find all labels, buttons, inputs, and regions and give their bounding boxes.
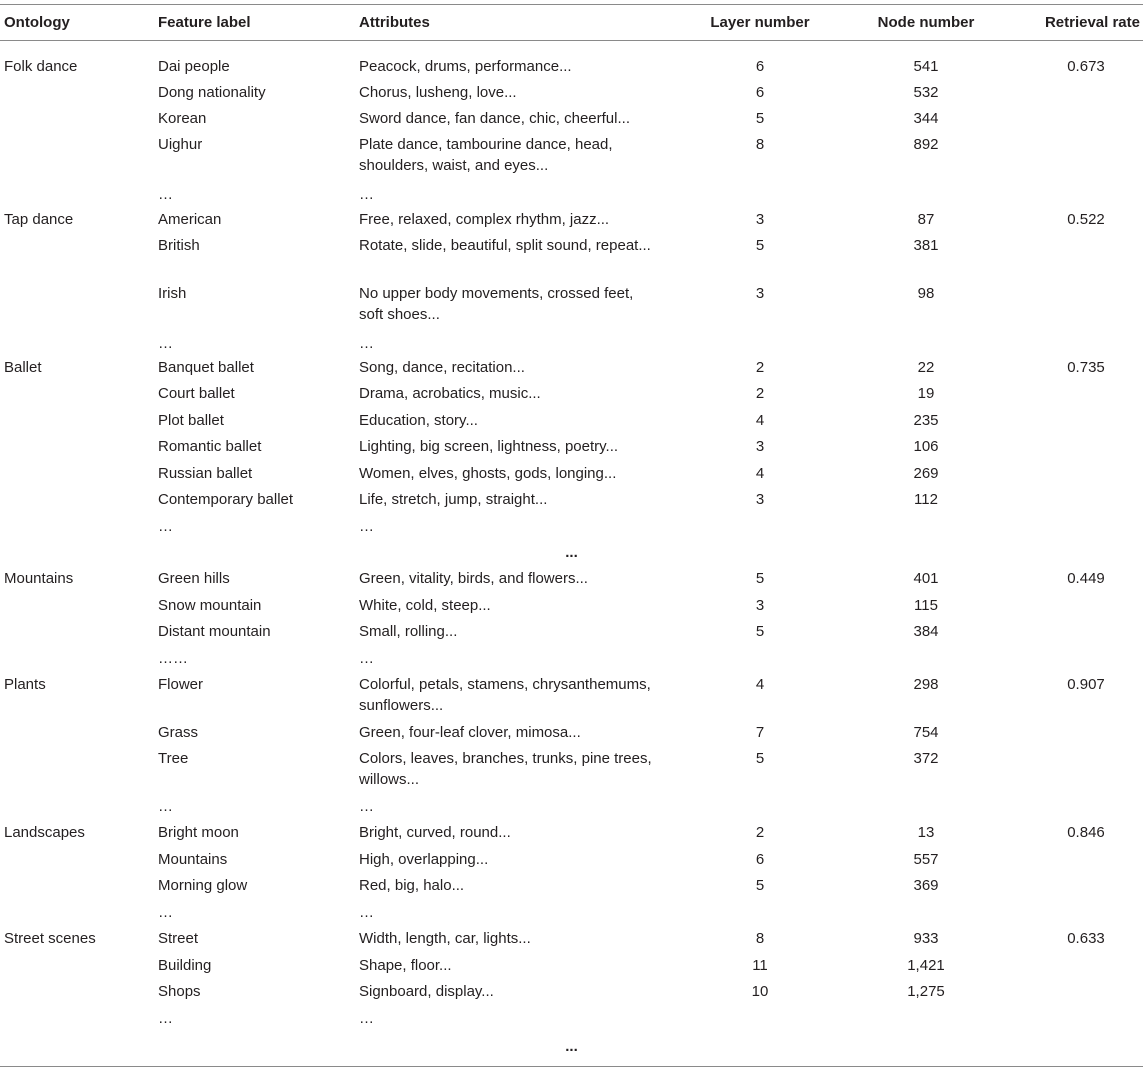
layer-number-cell: 3 — [755, 285, 765, 302]
node-number-cell: 892 — [913, 136, 939, 153]
node-number-cell: 541 — [913, 58, 939, 75]
attributes-cell: Green, four-leaf clover, mimosa... — [359, 724, 581, 741]
layer-number-cell: 11 — [752, 957, 768, 974]
header-bottom-rule — [0, 40, 1143, 41]
ontology-cell: Ballet — [4, 359, 42, 376]
feature-label-cell: … — [158, 904, 173, 921]
feature-label-cell: British — [158, 237, 200, 254]
feature-label-cell: … — [158, 798, 173, 815]
feature-label-cell: Shops — [158, 983, 201, 1000]
ellipsis-separator: ... — [565, 1038, 578, 1055]
attributes-cell: … — [359, 1010, 374, 1027]
table-top-rule — [0, 4, 1143, 5]
retrieval-rate-cell: 0.846 — [1067, 824, 1105, 841]
layer-number-cell: 5 — [755, 110, 765, 127]
attributes-cell: Colorful, petals, stamens, chrysanthemums, sunflowers... — [359, 676, 651, 714]
node-number-cell: 754 — [913, 724, 939, 741]
layer-number-cell: 3 — [755, 211, 765, 228]
feature-label-cell: Building — [158, 957, 212, 974]
attributes-cell: White, cold, steep... — [359, 597, 491, 614]
attributes-cell: Peacock, drums, performance... — [359, 58, 572, 75]
attributes-cell: … — [359, 798, 374, 815]
feature-label-cell: Tree — [158, 750, 189, 767]
feature-label-cell: Street — [158, 930, 199, 947]
feature-label-cell: … — [158, 1010, 173, 1027]
attributes-cell: Red, big, halo... — [359, 877, 465, 894]
ontology-cell: Street scenes — [4, 930, 96, 947]
attributes-cell: Drama, acrobatics, music... — [359, 385, 541, 402]
ontology-cell: Mountains — [4, 570, 74, 587]
node-number-cell: 344 — [913, 110, 939, 127]
layer-number-cell: 4 — [755, 412, 765, 429]
layer-number-cell: 10 — [751, 983, 769, 1000]
ontology-cell: Landscapes — [4, 824, 85, 841]
feature-label-cell: Grass — [158, 724, 199, 741]
feature-label-cell: Bright moon — [158, 824, 239, 841]
feature-label-cell: Snow mountain — [158, 597, 262, 614]
header-attributes: Attributes — [359, 14, 430, 31]
ellipsis-separator: ... — [565, 544, 578, 561]
layer-number-cell: 2 — [755, 385, 765, 402]
layer-number-cell: 3 — [755, 597, 765, 614]
feature-label-cell: Flower — [158, 676, 204, 693]
attributes-cell: Chorus, lusheng, love... — [359, 84, 517, 101]
node-number-cell: 115 — [914, 597, 938, 614]
attributes-cell: Signboard, display... — [359, 983, 494, 1000]
attributes-cell: … — [359, 904, 374, 921]
attributes-cell: Green, vitality, birds, and flowers... — [359, 570, 588, 587]
feature-label-cell: Dai people — [158, 58, 230, 75]
node-number-cell: 235 — [913, 412, 939, 429]
attributes-cell: Bright, curved, round... — [359, 824, 511, 841]
attributes-cell: Width, length, car, lights... — [359, 930, 531, 947]
node-number-cell: 112 — [914, 491, 938, 508]
header-ontology: Ontology — [4, 14, 70, 31]
attributes-cell: Rotate, slide, beautiful, split sound, repeat... — [359, 237, 651, 254]
layer-number-cell: 2 — [755, 359, 765, 376]
retrieval-rate-cell: 0.633 — [1067, 930, 1105, 947]
layer-number-cell: 4 — [755, 676, 765, 693]
retrieval-rate-cell: 0.673 — [1067, 58, 1105, 75]
retrieval-rate-cell: 0.735 — [1067, 359, 1105, 376]
feature-label-cell: Contemporary ballet — [158, 491, 294, 508]
node-number-cell: 87 — [917, 211, 935, 228]
table-bottom-rule — [0, 1066, 1143, 1067]
ontology-cell: Tap dance — [4, 211, 74, 228]
retrieval-rate-cell: 0.522 — [1067, 211, 1105, 228]
node-number-cell: 401 — [913, 570, 939, 587]
node-number-cell: 106 — [913, 438, 939, 455]
feature-label-cell: Mountains — [158, 851, 228, 868]
layer-number-cell: 2 — [755, 824, 765, 841]
attributes-cell: Sword dance, fan dance, chic, cheerful... — [359, 110, 630, 127]
attributes-cell: Education, story... — [359, 412, 478, 429]
attributes-cell: … — [359, 650, 374, 667]
layer-number-cell: 5 — [755, 877, 765, 894]
feature-label-cell: Green hills — [158, 570, 230, 587]
attributes-cell: No upper body movements, crossed feet, soft shoes... — [359, 285, 634, 323]
feature-label-cell: Russian ballet — [158, 465, 253, 482]
node-number-cell: 381 — [913, 237, 939, 254]
layer-number-cell: 6 — [755, 851, 765, 868]
node-number-cell: 1,421 — [907, 957, 945, 974]
attributes-cell: Colors, leaves, branches, trunks, pine trees, willows... — [359, 750, 652, 788]
node-number-cell: 1,275 — [907, 983, 945, 1000]
feature-label-cell: Banquet ballet — [158, 359, 254, 376]
feature-label-cell: American — [158, 211, 222, 228]
header-layer-number: Layer number — [710, 14, 810, 31]
layer-number-cell: 6 — [755, 84, 765, 101]
attributes-cell: Plate dance, tambourine dance, head, shoulders, waist, and eyes... — [359, 136, 613, 174]
layer-number-cell: 5 — [755, 570, 765, 587]
layer-number-cell: 8 — [755, 136, 765, 153]
layer-number-cell: 5 — [755, 237, 765, 254]
node-number-cell: 369 — [913, 877, 939, 894]
retrieval-rate-cell: 0.907 — [1067, 676, 1105, 693]
feature-label-cell: Court ballet — [158, 385, 235, 402]
retrieval-rate-cell: 0.449 — [1067, 570, 1105, 587]
attributes-cell: High, overlapping... — [359, 851, 489, 868]
attributes-cell: Lighting, big screen, lightness, poetry... — [359, 438, 619, 455]
layer-number-cell: 3 — [755, 438, 765, 455]
ontology-cell: Plants — [4, 676, 46, 693]
node-number-cell: 22 — [917, 359, 935, 376]
feature-label-cell: … — [158, 186, 173, 203]
node-number-cell: 933 — [913, 930, 939, 947]
node-number-cell: 269 — [913, 465, 939, 482]
attributes-cell: … — [359, 335, 374, 352]
layer-number-cell: 4 — [755, 465, 765, 482]
feature-label-cell: Dong nationality — [158, 84, 266, 101]
feature-label-cell: Korean — [158, 110, 207, 127]
attributes-cell: Song, dance, recitation... — [359, 359, 525, 376]
attributes-cell: … — [359, 186, 374, 203]
feature-label-cell: Distant mountain — [158, 623, 271, 640]
attributes-cell: Life, stretch, jump, straight... — [359, 491, 548, 508]
attributes-cell: Free, relaxed, complex rhythm, jazz... — [359, 211, 610, 228]
header-feature-label: Feature label — [158, 14, 251, 31]
feature-label-cell: Romantic ballet — [158, 438, 262, 455]
feature-label-cell: … — [158, 335, 173, 352]
feature-label-cell: Morning glow — [158, 877, 248, 894]
attributes-cell: Women, elves, ghosts, gods, longing... — [359, 465, 617, 482]
header-retrieval-rate: Retrieval rate — [1044, 14, 1140, 31]
node-number-cell: 19 — [917, 385, 935, 402]
attributes-cell: Small, rolling... — [359, 623, 458, 640]
header-node-number: Node number — [877, 14, 975, 31]
layer-number-cell: 5 — [755, 623, 765, 640]
node-number-cell: 557 — [913, 851, 939, 868]
feature-label-cell: … — [158, 518, 173, 535]
layer-number-cell: 8 — [755, 930, 765, 947]
node-number-cell: 372 — [913, 750, 939, 767]
ontology-cell: Folk dance — [4, 58, 78, 75]
feature-label-cell: Uighur — [158, 136, 203, 153]
node-number-cell: 384 — [913, 623, 939, 640]
node-number-cell: 98 — [917, 285, 935, 302]
layer-number-cell: 5 — [755, 750, 765, 767]
attributes-cell: … — [359, 518, 374, 535]
layer-number-cell: 3 — [755, 491, 765, 508]
node-number-cell: 13 — [917, 824, 935, 841]
feature-label-cell: …… — [158, 650, 188, 667]
feature-label-cell: Plot ballet — [158, 412, 224, 429]
layer-number-cell: 7 — [755, 724, 765, 741]
node-number-cell: 298 — [913, 676, 939, 693]
feature-label-cell: Irish — [158, 285, 187, 302]
attributes-cell: Shape, floor... — [359, 957, 452, 974]
layer-number-cell: 6 — [755, 58, 765, 75]
node-number-cell: 532 — [913, 84, 939, 101]
